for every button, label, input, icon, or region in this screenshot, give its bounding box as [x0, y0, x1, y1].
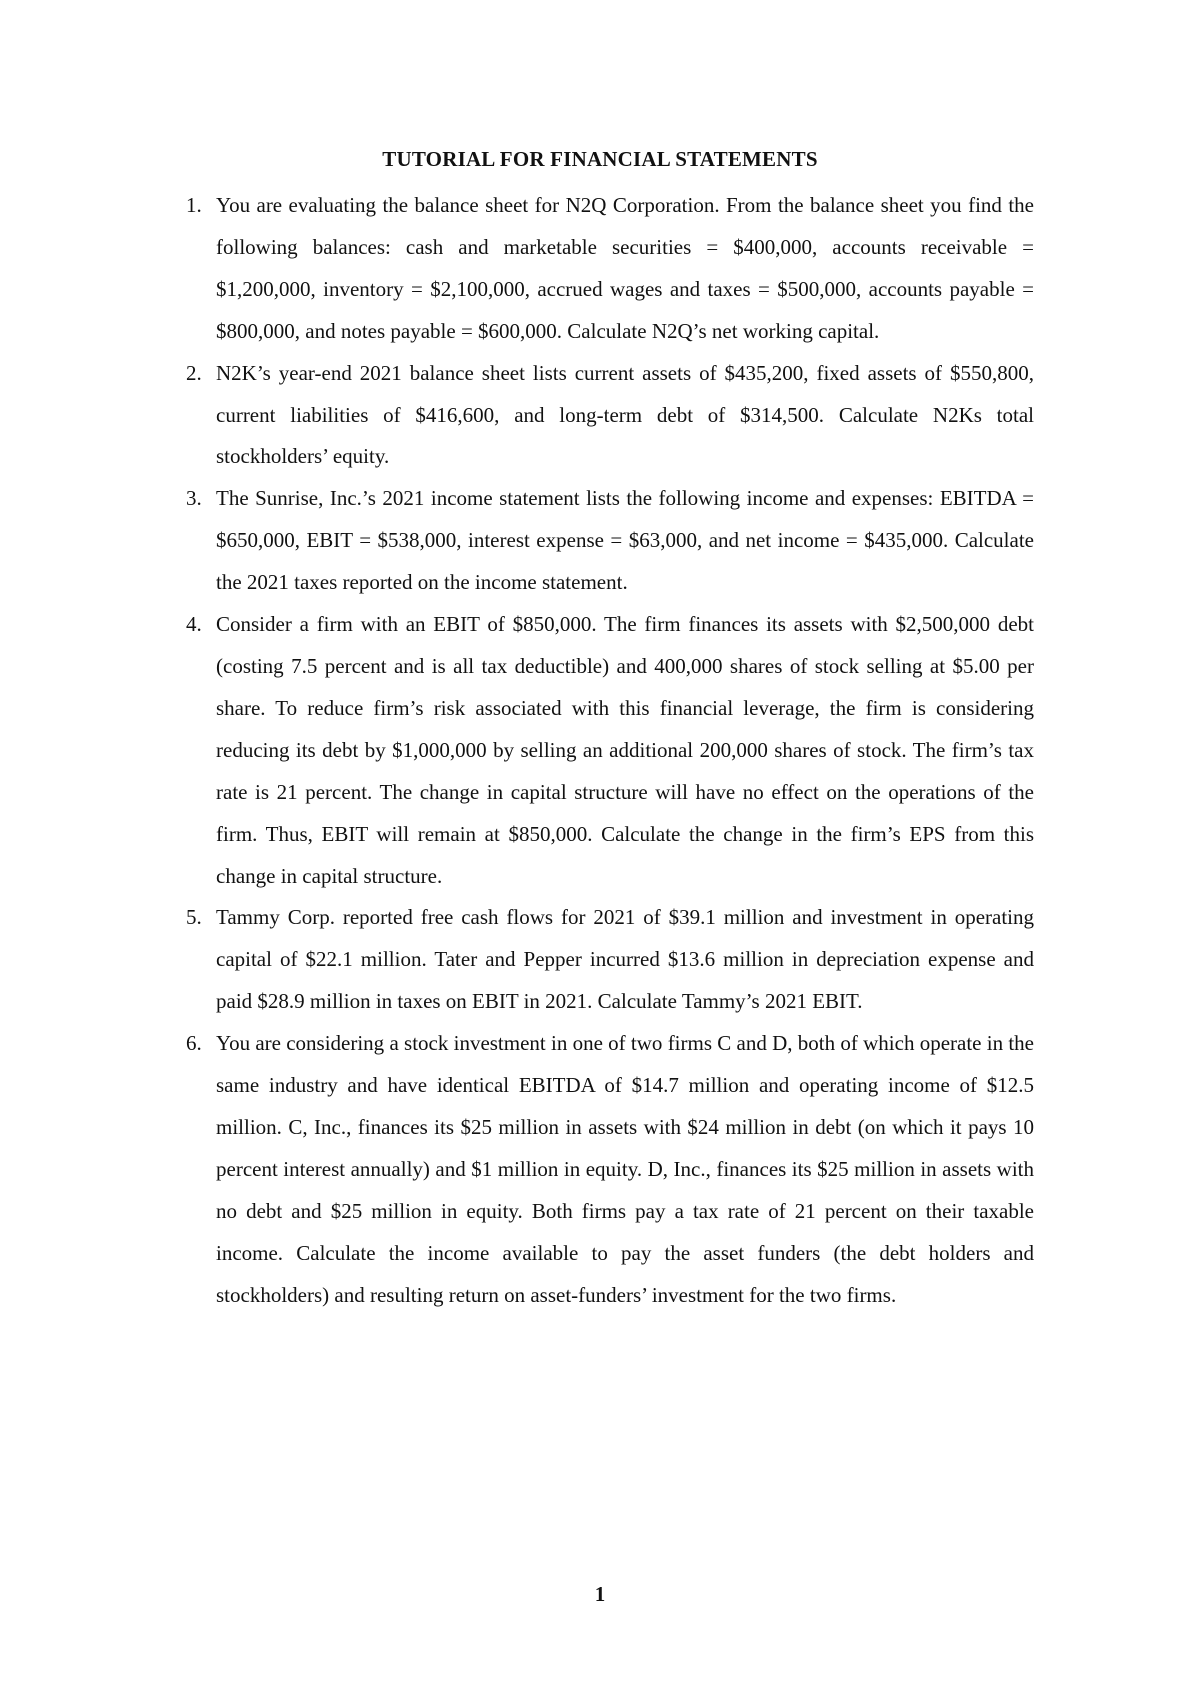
- question-list: [186, 185, 1034, 1316]
- question-item-5: [186, 897, 1034, 1023]
- question-item-6: [186, 1023, 1034, 1316]
- question-text: Consider a firm with an EBIT of $850,000. The firm finances its assets with $2,500,000 debt (costing 7.5 percent and is all tax deductible) and 400,000 shares of stock selling at $5.00 per share. To reduce firm’s risk associated with this financial leverage, the firm is considering reducing its debt by $1,000,000 by selling an additional 200,000 shares of stock. The firm’s tax rate is 21 percent. The change in capital structure will have no effect on the operations of the firm. Thus, EBIT will remain at $850,000. Calculate the change in the firm’s EPS from this change in capital structure.: [216, 612, 1034, 888]
- question-text: N2K’s year-end 2021 balance sheet lists current assets of $435,200, fixed assets of $550,800, current liabilities of $416,600, and long-term debt of $314,500. Calculate N2Ks total stockholders’ equity.: [216, 360, 1034, 469]
- question-text: You are evaluating the balance sheet for N2Q Corporation. From the balance sheet you find the following balances: cash and marketable securities = $400,000, accounts receivable = $1,200,000, inventory = $2,100,000, accrued wages and taxes = $500,000, accounts payable = $800,000, and notes payable = $600,000. Calculate N2Q’s net working capital.: [216, 193, 1034, 343]
- question-number: 6.: [186, 1031, 202, 1056]
- page-number: 1: [594, 1582, 606, 1606]
- question-number: 2.: [186, 360, 202, 385]
- question-item-2: [186, 353, 1034, 479]
- question-item-3: [186, 478, 1034, 604]
- question-item-1: [186, 185, 1034, 353]
- question-number: 4.: [186, 612, 202, 637]
- question-number: 3.: [186, 486, 202, 511]
- document-title: TUTORIAL FOR FINANCIAL STATEMENTS: [382, 147, 818, 171]
- question-item-4: [186, 604, 1034, 897]
- question-text: The Sunrise, Inc.’s 2021 income statement lists the following income and expenses: EBITDA = $650,000, EBIT = $538,000, interest expense = $63,000, and net income = $435,000. Calculate the 2021 taxes reported on the income statement.: [216, 486, 1034, 595]
- question-number: 5.: [186, 905, 202, 930]
- question-text: You are considering a stock investment in one of two firms C and D, both of which operate in the same industry and have identical EBITDA of $14.7 million and operating income of $12.5 million. C, Inc., finances its $25 million in assets with $24 million in debt (on which it pays 10 percent interest annually) and $1 million in equity. D, Inc., finances its $25 million in assets with no debt and $25 million in equity. Both firms pay a tax rate of 21 percent on their taxable income. Calculate the income available to pay the asset funders (the debt holders and stockholders) and resulting return on asset-funders’ investment for the two firms.: [216, 1031, 1034, 1307]
- question-number: 1.: [186, 193, 202, 217]
- question-text: Tammy Corp. reported free cash flows for 2021 of $39.1 million and investment in operating capital of $22.1 million. Tater and Pepper incurred $13.6 million in depreciation expense and paid $28.9 million in taxes on EBIT in 2021. Calculate Tammy’s 2021 EBIT.: [216, 905, 1034, 1014]
